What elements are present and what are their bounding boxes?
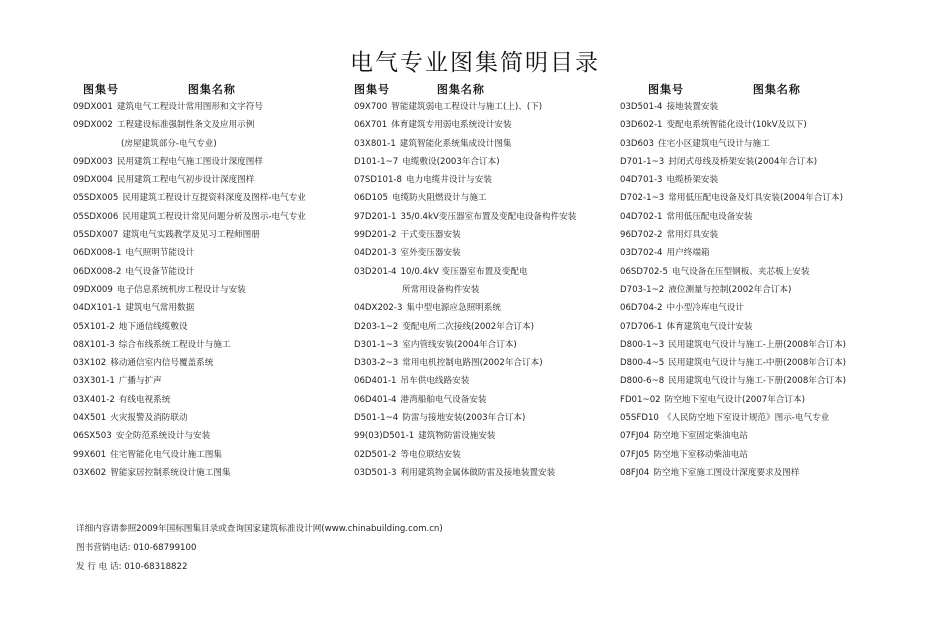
atlas-code: 09DX002 bbox=[73, 120, 113, 131]
atlas-code: 04D201-3 bbox=[354, 248, 397, 259]
atlas-code: 03D603 bbox=[620, 138, 654, 149]
atlas-name: 智能建筑弱电工程设计与施工(上)、(下) bbox=[391, 102, 543, 112]
catalog-entry bbox=[354, 391, 618, 409]
catalog-entry bbox=[73, 189, 341, 207]
atlas-name: 室内管线安装(2004年合订本) bbox=[402, 339, 517, 350]
atlas-code: 03D602-1 bbox=[620, 120, 663, 131]
atlas-code: D701-1~3 bbox=[620, 156, 665, 167]
catalog-entry bbox=[620, 318, 910, 336]
catalog-entry bbox=[620, 171, 910, 189]
atlas-code: D303-2~3 bbox=[354, 358, 399, 369]
atlas-code: D703-1~2 bbox=[620, 284, 665, 295]
column-header bbox=[620, 82, 910, 98]
atlas-code: 99X601 bbox=[73, 449, 107, 460]
atlas-name: 电气照明节能设计 bbox=[125, 248, 195, 259]
atlas-name: 建筑电气工程设计常用图形和文字符号 bbox=[116, 102, 263, 112]
atlas-code: 06SX503 bbox=[73, 431, 112, 442]
catalog-entry bbox=[354, 336, 618, 354]
catalog-entry bbox=[620, 208, 910, 226]
catalog-entry bbox=[620, 116, 910, 134]
catalog-entry bbox=[73, 171, 341, 189]
atlas-code: 03D702-4 bbox=[620, 248, 663, 259]
atlas-name: 电缆桥架安装 bbox=[666, 175, 719, 186]
atlas-code: 05SDX006 bbox=[73, 211, 119, 222]
atlas-code: 03D501-3 bbox=[354, 467, 397, 478]
catalog-entry bbox=[620, 153, 910, 171]
atlas-code: 07FJ05 bbox=[620, 449, 650, 460]
atlas-code: 07FJ04 bbox=[620, 431, 650, 442]
atlas-code: 04X501 bbox=[73, 413, 107, 424]
atlas-name: 吊车供电线路安装 bbox=[400, 376, 470, 387]
atlas-name: 民用建筑工程电气施工图设计深度图样 bbox=[116, 156, 263, 167]
catalog-entry bbox=[354, 171, 618, 189]
atlas-name: 变配电所二次接线(2002年合订本) bbox=[402, 321, 534, 332]
atlas-code: 04DX101-1 bbox=[73, 303, 122, 314]
atlas-name: 干式变压器安装 bbox=[400, 230, 461, 241]
atlas-name: 体育建筑专用弱电系统设计安装 bbox=[391, 120, 512, 131]
catalog-entry bbox=[73, 372, 341, 390]
atlas-name: 《人民防空地下室设计规范》图示-电气专业 bbox=[662, 413, 830, 424]
header-name: 图集名称 bbox=[187, 83, 236, 96]
catalog-entry bbox=[73, 116, 341, 134]
atlas-code: 09X700 bbox=[354, 102, 388, 112]
catalog-entry bbox=[620, 427, 910, 445]
atlas-name: 集中型电源应急照明系统 bbox=[406, 303, 501, 314]
catalog-column-1 bbox=[73, 82, 341, 482]
column-header bbox=[354, 82, 618, 98]
catalog-entry bbox=[73, 281, 341, 299]
header-name: 图集名称 bbox=[436, 83, 485, 96]
page-title: 电气专业图集简明目录 bbox=[350, 50, 600, 76]
atlas-name: 35/0.4kV变压器室布置及变配电设备构件安装 bbox=[400, 211, 577, 222]
atlas-code: 05SDX005 bbox=[73, 193, 119, 204]
atlas-code: FD01~02 bbox=[620, 394, 661, 405]
atlas-code: 06X701 bbox=[354, 120, 388, 131]
atlas-name: 等电位联结安装 bbox=[400, 449, 461, 460]
atlas-code: 04DX202-3 bbox=[354, 303, 403, 314]
catalog-entry bbox=[620, 135, 910, 153]
atlas-name: 住宅智能化电气设计施工图集 bbox=[110, 449, 222, 460]
atlas-name: 防雷与接地安装(2003年合订本) bbox=[402, 413, 526, 424]
atlas-name: 电缆防火阻燃设计与施工 bbox=[391, 193, 487, 204]
atlas-code: 06SD702-5 bbox=[620, 266, 668, 277]
catalog-entry bbox=[73, 427, 341, 445]
atlas-name: 安全防范系统设计与安装 bbox=[115, 431, 211, 442]
atlas-code: D101-1~7 bbox=[354, 156, 399, 167]
atlas-name: 中小型冷库电气设计 bbox=[666, 303, 744, 314]
atlas-code: 03X102 bbox=[73, 358, 107, 369]
catalog-entry bbox=[354, 244, 618, 262]
catalog-entry bbox=[620, 409, 910, 427]
atlas-code: 03X602 bbox=[73, 467, 107, 478]
catalog-entry bbox=[354, 135, 618, 153]
atlas-name: 民用建筑工程电气初步设计深度图样 bbox=[116, 175, 255, 186]
atlas-name: 体育建筑电气设计安装 bbox=[666, 321, 753, 332]
catalog-entry bbox=[73, 464, 341, 482]
atlas-name: 建筑电气实践教学及见习工程师图册 bbox=[122, 230, 260, 241]
catalog-entry bbox=[354, 208, 618, 226]
atlas-name: 所常用设备构件安装 bbox=[402, 284, 480, 295]
catalog-entry bbox=[73, 135, 341, 153]
atlas-name: 封闭式母线及桥架安装(2004年合订本) bbox=[668, 156, 818, 167]
atlas-name: 建筑物防雷设施安装 bbox=[418, 431, 496, 442]
atlas-name: 港湾船舶电气设备安装 bbox=[400, 394, 487, 405]
atlas-code: 07D706-1 bbox=[620, 321, 663, 332]
atlas-name: 住宅小区建筑电气设计与施工 bbox=[657, 138, 770, 149]
atlas-name: 防空地下室施工图设计深度要求及图样 bbox=[653, 467, 800, 478]
catalog-entry bbox=[354, 409, 618, 427]
atlas-code: 04D702-1 bbox=[620, 211, 663, 222]
atlas-code: 99D201-2 bbox=[354, 230, 397, 241]
atlas-code: 05X101-2 bbox=[73, 321, 115, 332]
atlas-code: 06DX008-1 bbox=[73, 248, 122, 259]
catalog-entry bbox=[620, 372, 910, 390]
atlas-code: 03D501-4 bbox=[620, 102, 663, 112]
atlas-code: 03X401-2 bbox=[73, 394, 115, 405]
catalog-entry bbox=[620, 299, 910, 317]
atlas-name: 常用低压配电设备安装 bbox=[666, 211, 753, 222]
catalog-entry bbox=[354, 153, 618, 171]
atlas-code: 09DX009 bbox=[73, 284, 113, 295]
catalog-entry bbox=[620, 281, 910, 299]
atlas-code: 99(03)D501-1 bbox=[354, 431, 415, 442]
catalog-entry bbox=[620, 244, 910, 262]
catalog-entry bbox=[620, 226, 910, 244]
header-code: 图集号 bbox=[648, 83, 684, 96]
catalog-entry bbox=[73, 391, 341, 409]
atlas-code: D501-1~4 bbox=[354, 413, 399, 424]
atlas-name: 综合布线系统工程设计与施工 bbox=[118, 339, 231, 350]
catalog-entry bbox=[73, 208, 341, 226]
atlas-name: 智能家居控制系统设计施工图集 bbox=[110, 467, 231, 478]
atlas-name: 接地装置安装 bbox=[666, 102, 719, 112]
atlas-name: 广播与扩声 bbox=[118, 376, 162, 387]
atlas-name: 液位测量与控制(2002年合订本) bbox=[668, 284, 792, 295]
atlas-code: 06D704-2 bbox=[620, 303, 663, 314]
catalog-entry bbox=[354, 98, 618, 116]
atlas-code: 08X101-3 bbox=[73, 339, 115, 350]
atlas-code: D702-1~3 bbox=[620, 193, 665, 204]
atlas-code: 03X301-1 bbox=[73, 376, 115, 387]
atlas-name: 防空地下室固定柴油电站 bbox=[653, 431, 748, 442]
column-header bbox=[73, 82, 341, 98]
atlas-code: 02D501-2 bbox=[354, 449, 397, 460]
atlas-code: 06D401-1 bbox=[354, 376, 397, 387]
catalog-entry bbox=[73, 409, 341, 427]
catalog-rows bbox=[620, 98, 910, 482]
footer-distribution-phone: 发 行 电 话: 010-68318822 bbox=[76, 562, 188, 572]
atlas-name: 有线电视系统 bbox=[118, 394, 171, 405]
atlas-name: 用户终端箱 bbox=[666, 248, 710, 259]
atlas-code: 05SDX007 bbox=[73, 230, 119, 241]
atlas-name: 变配电系统智能化设计(10kV及以下) bbox=[666, 120, 807, 131]
catalog-rows bbox=[354, 98, 618, 482]
atlas-name: 地下通信线缆敷设 bbox=[118, 321, 188, 332]
atlas-name: (房屋建筑部分-电气专业) bbox=[121, 138, 217, 149]
catalog-entry bbox=[354, 299, 618, 317]
atlas-code: D800-1~3 bbox=[620, 339, 665, 350]
catalog-entry bbox=[354, 189, 618, 207]
atlas-code: 05SFD10 bbox=[620, 413, 659, 424]
atlas-code: 96D702-2 bbox=[620, 230, 663, 241]
atlas-name: 民用建筑电气设计与施工-中册(2008年合订本) bbox=[668, 358, 847, 369]
atlas-code: 06D401-4 bbox=[354, 394, 397, 405]
atlas-code: 03X801-1 bbox=[354, 138, 396, 149]
header-name: 图集名称 bbox=[752, 83, 801, 96]
atlas-name: 移动通信室内信号覆盖系统 bbox=[110, 358, 214, 369]
atlas-name: 防空地下室移动柴油电站 bbox=[653, 449, 748, 460]
atlas-code: 07SD101-8 bbox=[354, 175, 402, 186]
atlas-code: D203-1~2 bbox=[354, 321, 399, 332]
atlas-code: 09DX001 bbox=[73, 102, 113, 112]
catalog-rows bbox=[73, 98, 341, 482]
atlas-name: 常用低压配电设备及灯具安装(2004年合订本) bbox=[668, 193, 843, 204]
atlas-name: 电力电缆井设计与安装 bbox=[405, 175, 492, 186]
atlas-code: 06D105 bbox=[354, 193, 388, 204]
atlas-name: 建筑电气常用数据 bbox=[125, 303, 195, 314]
atlas-name: 10/0.4kV 变压器室布置及变配电 bbox=[400, 266, 528, 277]
catalog-entry bbox=[620, 189, 910, 207]
atlas-name: 电气设备节能设计 bbox=[125, 266, 195, 277]
atlas-name: 民用建筑工程设计常见问题分析及图示-电气专业 bbox=[122, 211, 306, 222]
atlas-code: D301-1~3 bbox=[354, 339, 399, 350]
atlas-code: 03D201-4 bbox=[354, 266, 397, 277]
atlas-name: 火灾报警及消防联动 bbox=[110, 413, 188, 424]
catalog-entry bbox=[354, 446, 618, 464]
catalog-entry bbox=[620, 391, 910, 409]
catalog-entry bbox=[73, 244, 341, 262]
catalog-entry bbox=[354, 427, 618, 445]
atlas-code: 97D201-1 bbox=[354, 211, 397, 222]
catalog-entry bbox=[354, 372, 618, 390]
header-code: 图集号 bbox=[83, 83, 119, 96]
catalog-entry bbox=[620, 98, 910, 116]
catalog-entry bbox=[354, 318, 618, 336]
catalog-entry bbox=[620, 446, 910, 464]
atlas-code: D800-6~8 bbox=[620, 376, 665, 387]
header-code: 图集号 bbox=[354, 83, 390, 96]
atlas-name: 建筑智能化系统集成设计图集 bbox=[399, 138, 512, 149]
atlas-name: 民用建筑工程设计互提资料深度及图样-电气专业 bbox=[122, 193, 306, 204]
catalog-entry bbox=[354, 281, 618, 299]
atlas-name: 室外变压器安装 bbox=[400, 248, 461, 259]
catalog-entry bbox=[354, 354, 618, 372]
catalog-column-3 bbox=[620, 82, 910, 482]
catalog-column-2 bbox=[354, 82, 618, 482]
atlas-name: 民用建筑电气设计与施工-下册(2008年合订本) bbox=[668, 376, 847, 387]
atlas-code: 08FJ04 bbox=[620, 467, 650, 478]
atlas-name: 利用建筑物金属体做防雷及接地装置安装 bbox=[400, 467, 556, 478]
catalog-entry bbox=[73, 153, 341, 171]
footer-sales-phone: 图书营销电话: 010-68799100 bbox=[76, 543, 197, 553]
catalog-entry bbox=[73, 336, 341, 354]
atlas-name: 常用电机控制电路图(2002年合订本) bbox=[402, 358, 543, 369]
catalog-entry bbox=[620, 464, 910, 482]
catalog-entry bbox=[73, 354, 341, 372]
atlas-name: 电气设备在压型钢板、夹芯板上安装 bbox=[671, 266, 810, 277]
catalog-entry bbox=[73, 226, 341, 244]
atlas-code: 04D701-3 bbox=[620, 175, 663, 186]
catalog-entry bbox=[73, 446, 341, 464]
catalog-entry bbox=[354, 263, 618, 281]
catalog-entry bbox=[620, 263, 910, 281]
catalog-entry bbox=[73, 318, 341, 336]
catalog-entry bbox=[354, 116, 618, 134]
atlas-name: 民用建筑电气设计与施工-上册(2008年合订本) bbox=[668, 339, 847, 350]
atlas-code: 06DX008-2 bbox=[73, 266, 122, 277]
catalog-entry bbox=[354, 226, 618, 244]
catalog-entry bbox=[73, 98, 341, 116]
contact-footer bbox=[76, 520, 443, 577]
catalog-entry bbox=[620, 354, 910, 372]
catalog-entry bbox=[354, 464, 618, 482]
catalog-entry bbox=[620, 336, 910, 354]
atlas-code: 09DX004 bbox=[73, 175, 113, 186]
atlas-name: 常用灯具安装 bbox=[666, 230, 719, 241]
footer-note: 详细内容请参照2009年国标图集目录或查询国家建筑标准设计网(www.chinabuilding.com.cn) bbox=[76, 524, 443, 534]
atlas-name: 电子信息系统机房工程设计与安装 bbox=[116, 284, 246, 295]
atlas-name: 防空地下室电气设计(2007年合订本) bbox=[664, 394, 805, 405]
atlas-code: 09DX003 bbox=[73, 156, 113, 167]
atlas-name: 工程建设标准强制性条文及应用示例 bbox=[116, 120, 255, 131]
catalog-entry bbox=[73, 263, 341, 281]
atlas-name: 电缆敷设(2003年合订本) bbox=[402, 156, 500, 167]
catalog-entry bbox=[73, 299, 341, 317]
atlas-code: D800-4~5 bbox=[620, 358, 665, 369]
